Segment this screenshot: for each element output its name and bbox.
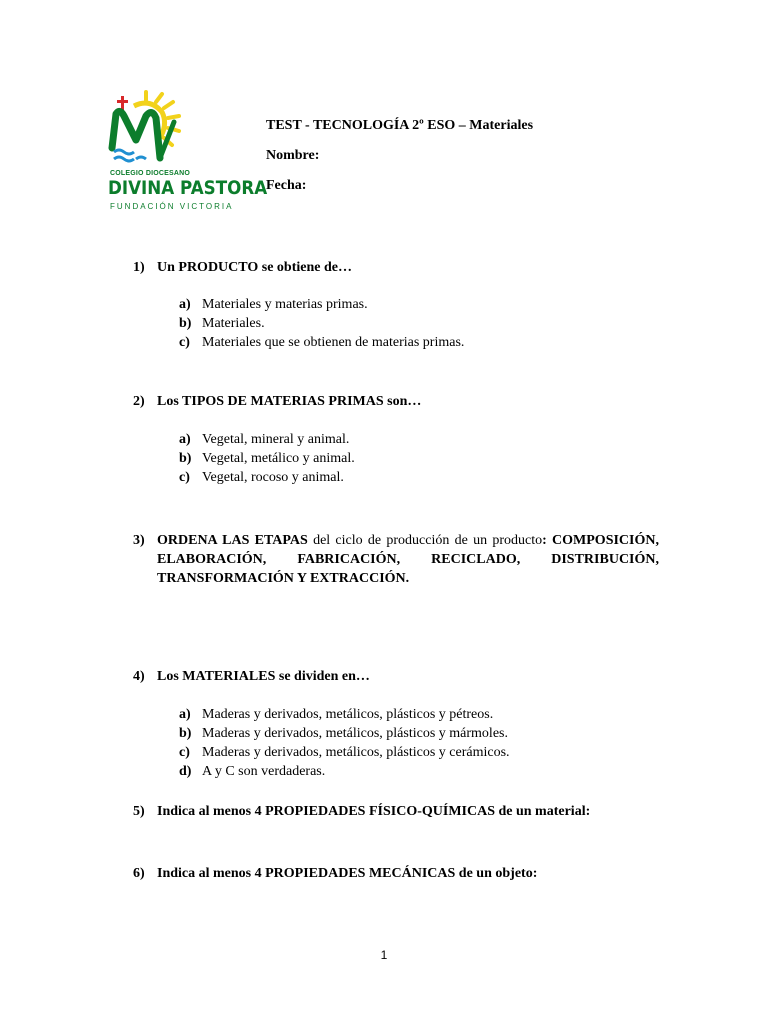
logo-name: DIVINA PASTORA xyxy=(108,177,268,199)
option-1b xyxy=(179,314,265,333)
option-text: Maderas y derivados, metálicos, plásticos y cerámicos. xyxy=(202,745,510,760)
question-text: Un PRODUCTO se obtiene de… xyxy=(157,260,352,275)
question-2 xyxy=(133,392,659,411)
question-text: Indica al menos 4 PROPIEDADES MECÁNICAS de un objeto: xyxy=(157,866,538,881)
option-letter: c) xyxy=(179,745,190,760)
question-4 xyxy=(133,667,659,686)
option-text: Vegetal, mineral y animal. xyxy=(202,432,350,447)
option-letter: a) xyxy=(179,707,191,722)
question-text: Los MATERIALES se dividen en… xyxy=(157,669,370,684)
option-text: Materiales que se obtienen de materias primas. xyxy=(202,335,465,350)
option-text: Maderas y derivados, metálicos, plásticos y pétreos. xyxy=(202,707,494,722)
option-4b xyxy=(179,724,508,743)
option-text: Materiales y materias primas. xyxy=(202,297,368,312)
divina-pastora-logo-graphic xyxy=(106,88,258,172)
option-2a xyxy=(179,430,349,449)
question-text-normal: del ciclo de producción de un producto xyxy=(307,533,543,548)
logo-small-text: COLEGIO DIOCESANO xyxy=(110,170,191,177)
option-4d xyxy=(179,762,325,781)
question-text-bold-2: : COMPOSICIÓN, ELABORACIÓN, FABRICACIÓN, RECICLADO, DISTRIBUCIÓN, TRANSFORMACIÓN Y EXTRACCIÓN. xyxy=(157,533,659,586)
question-number: 4) xyxy=(133,669,145,684)
test-title: TEST - TECNOLOGÍA 2º ESO – Materiales xyxy=(266,118,534,133)
question-6 xyxy=(133,864,659,883)
option-letter: c) xyxy=(179,470,190,485)
option-2c xyxy=(179,468,344,487)
question-5 xyxy=(133,802,659,821)
option-text: A y C son verdaderas. xyxy=(202,764,326,779)
option-1a xyxy=(179,295,368,314)
question-number: 2) xyxy=(133,394,145,409)
option-4a xyxy=(179,705,493,724)
page-number: 1 xyxy=(380,948,388,962)
option-letter: a) xyxy=(179,297,191,312)
question-number: 5) xyxy=(133,804,145,819)
fecha-label: Fecha: xyxy=(266,178,307,193)
option-text: Materiales. xyxy=(202,316,265,331)
question-number: 1) xyxy=(133,260,145,275)
logo-subtitle: FUNDACIÓN VICTORIA xyxy=(110,202,234,211)
option-letter: d) xyxy=(179,764,192,779)
question-text: Indica al menos 4 PROPIEDADES FÍSICO-QUÍMICAS de un material: xyxy=(157,804,591,819)
option-letter: c) xyxy=(179,335,190,350)
question-3 xyxy=(133,531,659,588)
question-1 xyxy=(133,258,659,277)
question-number: 3) xyxy=(133,533,145,548)
option-letter: b) xyxy=(179,316,192,331)
nombre-label: Nombre: xyxy=(266,148,320,163)
question-text-bold: ORDENA LAS ETAPAS xyxy=(157,533,308,548)
option-1c xyxy=(179,333,464,352)
option-letter: a) xyxy=(179,432,191,447)
school-logo xyxy=(106,88,268,220)
option-4c xyxy=(179,743,510,762)
option-text: Vegetal, metálico y animal. xyxy=(202,451,355,466)
question-number: 6) xyxy=(133,866,145,881)
question-text: Los TIPOS DE MATERIAS PRIMAS son… xyxy=(157,394,422,409)
option-text: Vegetal, rocoso y animal. xyxy=(202,470,344,485)
option-2b xyxy=(179,449,355,468)
option-letter: b) xyxy=(179,451,192,466)
option-text: Maderas y derivados, metálicos, plásticos y mármoles. xyxy=(202,726,508,741)
option-letter: b) xyxy=(179,726,192,741)
